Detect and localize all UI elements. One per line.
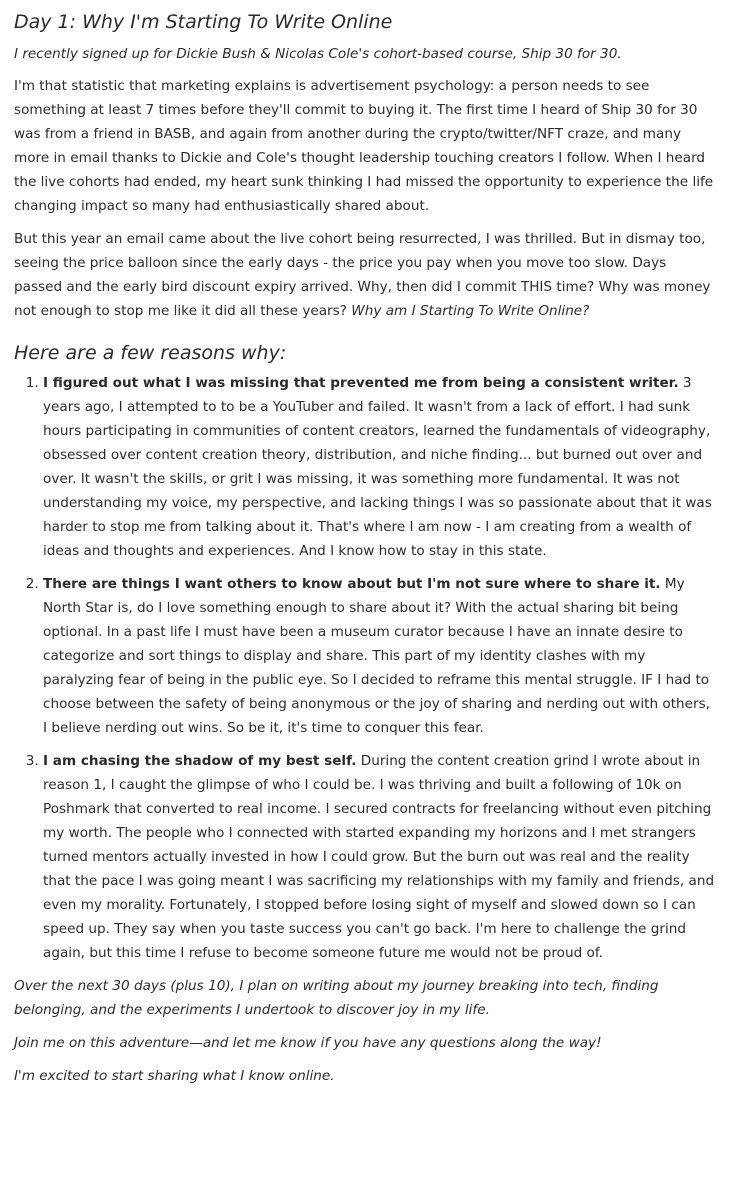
reasons-list bbox=[14, 371, 717, 965]
article-title: Day 1: Why I'm Starting To Write Online bbox=[14, 11, 393, 33]
intro-paragraph: I'm that statistic that marketing explains is advertisement psychology: a person needs to see something at least 7 times before they'll commit to buying it. The first time I heard of Ship 30 for 30 was from a friend in BASB, and again from another during the crypto/twitter/NFT craze, and many more in email thanks to Dickie and Cole's thought leadership touching creators I follow. When I heard the live cohorts had ended, my heart sunk thinking I had missed the opportunity to experience the life changing impact so many had enthusiastically shared about. bbox=[14, 78, 714, 214]
reason-body: My North Star is, do I love something enough to share about it? With the actual sharing bit being optional. In a past life I must have been a museum curator because I have an innate desire to categorize and sort things to display and share. This part of my identity clashes with my paralyzing fear of being in the public eye. So I decided to reframe this mental struggle. IF I had to choose between the safety of being anonymous or the joy of sharing and nerding out with others, I believe nerding out wins. So be it, it's time to conquer this fear. bbox=[43, 576, 710, 736]
reasons-heading: Here are a few reasons why: bbox=[14, 342, 287, 364]
reason-body: During the content creation grind I wrote about in reason 1, I caught the glimpse of who I could be. I was thriving and built a following of 10k on Poshmark that converted to real income. I secured contracts for freelancing without even pitching my worth. The people who I connected with started expanding my horizons and I met strangers turned mentors actually invested in how I could grow. But the burn out was real and the reality that the pace I was going meant I was sacrificing my relationships with my family and friends, and even my morality. Fortunately, I stopped before losing sight of myself and slowed down so I can speed up. They say when you taste success you can't go back. I'm here to challenge the grind again, but this time I refuse to become someone future me would not be proud of. bbox=[43, 753, 715, 961]
context-paragraph bbox=[14, 227, 717, 323]
reason-item-1 bbox=[43, 371, 717, 563]
closing-invite: Join me on this adventure—and let me know if you have any questions along the way! bbox=[14, 1035, 602, 1051]
article-subtitle: I recently signed up for Dickie Bush & Nicolas Cole's cohort-based course, Ship 30 for 30. bbox=[14, 46, 622, 62]
reason-lead: I am chasing the shadow of my best self. bbox=[43, 753, 357, 769]
reason-item-2 bbox=[43, 572, 717, 740]
reason-lead: There are things I want others to know about but I'm not sure where to share it. bbox=[43, 576, 661, 592]
context-text: But this year an email came about the live cohort being resurrected, I was thrilled. But in dismay too, seeing the price balloon since the early days - the price you pay when you move too slow. Days passed and the early bird discount expiry arrived. Why, then did I commit THIS time? Why was money not enough to stop me like it did all these years? bbox=[14, 231, 711, 319]
closing-plan: Over the next 30 days (plus 10), I plan on writing about my journey breaking into tech, finding belonging, and the experiments I undertook to discover joy in my life. bbox=[14, 978, 659, 1018]
closing-signoff: I'm excited to start sharing what I know online. bbox=[14, 1068, 335, 1084]
context-question: Why am I Starting To Write Online? bbox=[351, 303, 590, 319]
closing-section bbox=[14, 974, 717, 1088]
reason-body: 3 years ago, I attempted to to be a YouTuber and failed. It wasn't from a lack of effort. I had sunk hours participating in communities of content creators, learned the fundamentals of videography, obsessed over content creation theory, distribution, and niche finding... but burned out over and over. It wasn't the skills, or grit I was missing, it was something more fundamental. It was not understanding my voice, my perspective, and lacking things I was so passionate about that it was harder to stop me from talking about it. That's where I am now - I am creating from a wealth of ideas and thoughts and experiences. And I know how to stay in this state. bbox=[43, 375, 712, 559]
reason-item-3 bbox=[43, 749, 717, 965]
reason-lead: I figured out what I was missing that prevented me from being a consistent writer. bbox=[43, 375, 679, 391]
